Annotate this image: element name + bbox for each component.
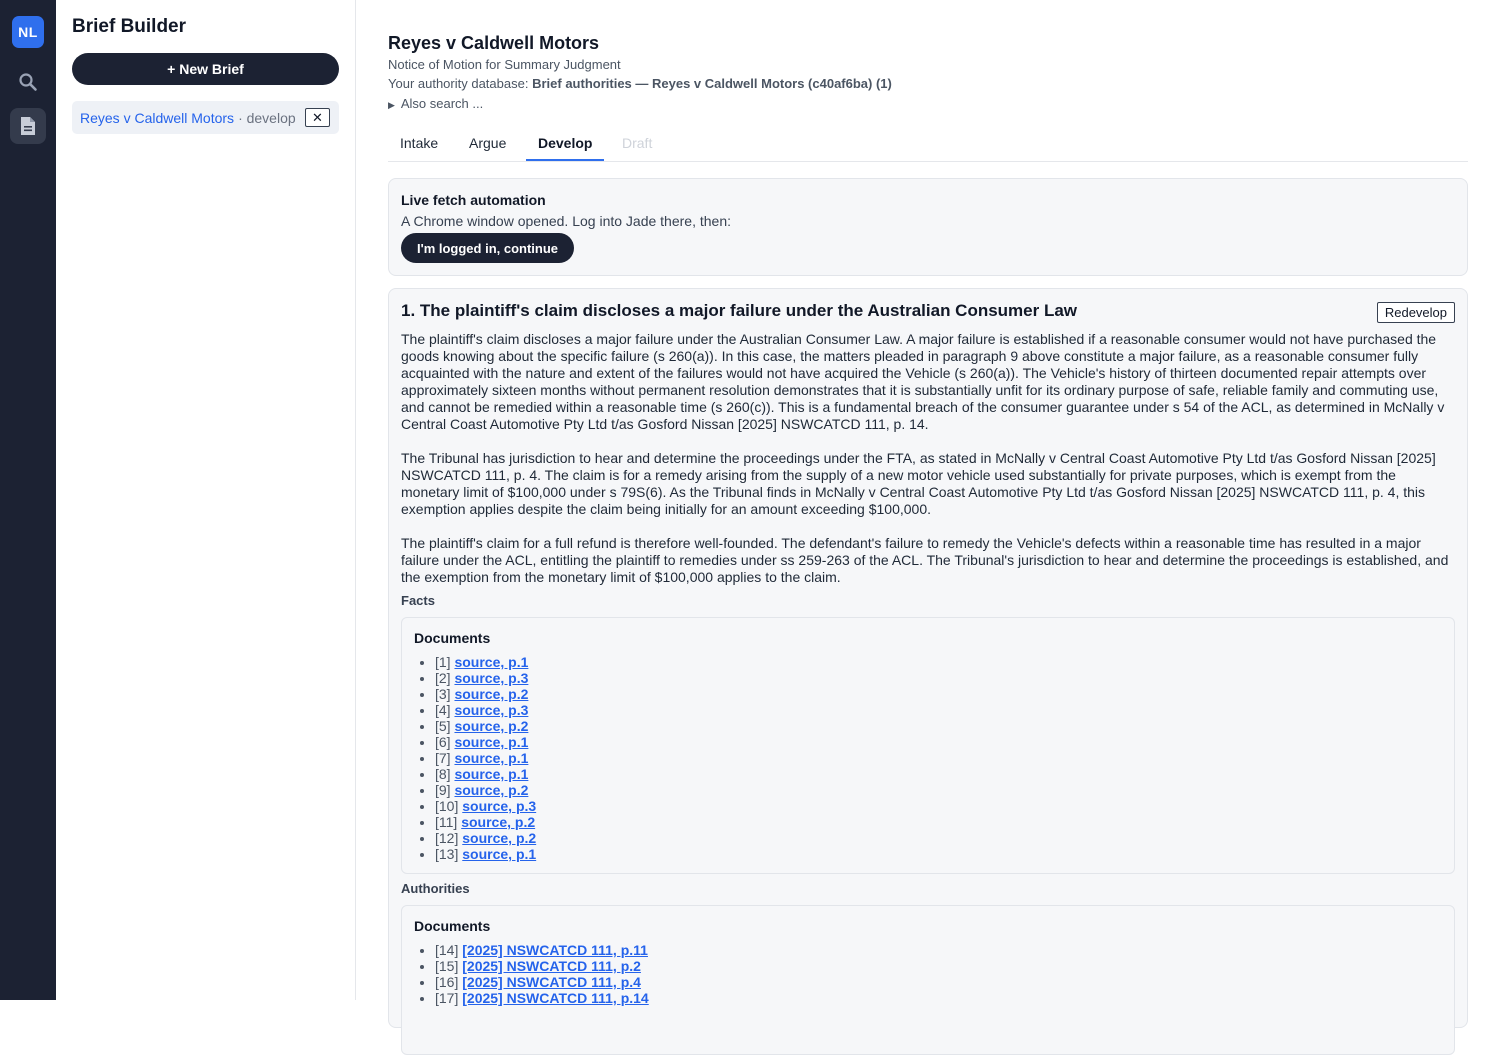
redevelop-button[interactable]: Redevelop — [1377, 302, 1455, 323]
source-link[interactable]: source, p.1 — [454, 734, 529, 750]
brief-name-link[interactable]: Reyes v Caldwell Motors — [80, 109, 235, 126]
authority-document-item — [435, 974, 649, 990]
authority-document-item — [435, 958, 649, 974]
source-link[interactable]: source, p.1 — [454, 750, 529, 766]
source-link[interactable]: [2025] NSWCATCD 111, p.4 — [462, 974, 641, 990]
authority-database — [388, 76, 892, 91]
tab-intake[interactable]: Intake — [400, 135, 439, 151]
citation-number: [15] — [435, 958, 459, 974]
citation-number: [2] — [435, 670, 451, 686]
live-fetch-title: Live fetch automation — [401, 192, 546, 208]
tab-develop[interactable]: Develop — [526, 127, 604, 161]
source-link[interactable]: source, p.2 — [461, 814, 536, 830]
fact-document-item — [435, 814, 536, 830]
page-subtitle: Notice of Motion for Summary Judgment — [388, 57, 621, 72]
search-icon — [18, 72, 38, 92]
source-link[interactable]: source, p.3 — [454, 702, 529, 718]
facts-label: Facts — [401, 593, 435, 608]
sidebar-title: Brief Builder — [72, 16, 187, 37]
authorities-documents-list — [435, 942, 649, 1006]
search-button[interactable] — [10, 64, 46, 100]
fact-document-item — [435, 686, 536, 702]
authority-database-value: Brief authorities — Reyes v Caldwell Motors (c40af6ba) (1) — [532, 76, 892, 91]
live-fetch-text: A Chrome window opened. Log into Jade there, then: — [401, 213, 731, 229]
fact-document-item — [435, 734, 536, 750]
authority-database-label: Your authority database: — [388, 76, 529, 91]
authority-document-item — [435, 942, 649, 958]
citation-number: [17] — [435, 990, 459, 1006]
authorities-documents-title: Documents — [414, 918, 491, 934]
argument-paragraph: The plaintiff's claim discloses a major failure under the Australian Consumer Law. A major failure is established if a reasonable consumer would not have purchased the goods knowing about the specific failure (s 260(a)). In this case, the matters pleaded in paragraph 9 above constitute a major failure, as a reasonable consumer fully acquainted with the nature and extent of the failures would not have acquired the Vehicle (s 260(a)). The Vehicle's history of thirteen documented repair attempts over approximately sixteen months without permanent resolution demonstrates that it is substantially unfit for its ordinary purpose of safe, reliable family and commuting use, and cannot be remedied within a reasonable time (s 260(c)). This is a fundamental breach of the consumer guarantee under s 54 of the ACL, as determined in McNally v Central Coast Automotive Pty Ltd t/as Gosford Nissan [2025] NSWCATCD 111, p. 14. — [401, 331, 1445, 432]
citation-number: [14] — [435, 942, 459, 958]
facts-documents-title: Documents — [414, 630, 491, 646]
also-search-toggle[interactable] — [388, 96, 483, 111]
close-icon[interactable]: ✕ — [305, 108, 330, 127]
source-link[interactable]: [2025] NSWCATCD 111, p.14 — [462, 990, 649, 1006]
citation-number: [13] — [435, 846, 459, 862]
argument-panel — [388, 288, 1468, 1028]
tab-draft: Draft — [622, 135, 653, 151]
argument-title: 1. The plaintiff's claim discloses a major failure under the Australian Consumer Law — [401, 301, 1078, 320]
icon-rail — [0, 0, 56, 1000]
tab-argue[interactable]: Argue — [469, 135, 507, 151]
avatar[interactable]: NL — [12, 16, 44, 48]
citation-number: [1] — [435, 654, 451, 670]
logged-in-continue-button[interactable]: I'm logged in, continue — [401, 233, 574, 263]
authorities-label: Authorities — [401, 881, 470, 896]
page-title: Reyes v Caldwell Motors — [388, 33, 600, 53]
source-link[interactable]: source, p.3 — [462, 798, 537, 814]
fact-document-item — [435, 670, 536, 686]
source-link[interactable]: source, p.1 — [454, 766, 529, 782]
citation-number: [10] — [435, 798, 459, 814]
fact-document-item — [435, 766, 536, 782]
authority-document-item — [435, 990, 649, 1006]
source-link[interactable]: source, p.2 — [454, 782, 529, 798]
citation-number: [9] — [435, 782, 451, 798]
fact-document-item — [435, 782, 536, 798]
citation-number: [5] — [435, 718, 451, 734]
argument-paragraph: The plaintiff's claim for a full refund is therefore well-founded. The defendant's failure to remedy the Vehicle's defects within a reasonable time has resulted in a major failure under the ACL, entitling the plaintiff to remedies under ss 259-263 of the ACL. The Tribunal's jurisdiction to hear and determine the proceedings is established, and the exemption from the monetary limit of $100,000 applies to the claim. — [401, 535, 1449, 585]
live-fetch-panel — [388, 178, 1468, 276]
main-content — [388, 0, 1468, 1006]
source-link[interactable]: source, p.3 — [454, 670, 529, 686]
argument-body — [401, 331, 1457, 586]
authorities-documents-box — [401, 905, 1455, 1055]
citation-number: [8] — [435, 766, 451, 782]
source-link[interactable]: source, p.2 — [462, 830, 537, 846]
source-link[interactable]: source, p.1 — [462, 846, 537, 862]
facts-documents-list — [435, 654, 536, 862]
citation-number: [7] — [435, 750, 451, 766]
facts-documents-box — [401, 617, 1455, 874]
fact-document-item — [435, 798, 536, 814]
source-link[interactable]: [2025] NSWCATCD 111, p.11 — [462, 942, 648, 958]
sidebar — [56, 0, 356, 1000]
new-brief-button[interactable]: + New Brief — [72, 53, 339, 85]
fact-document-item — [435, 718, 536, 734]
source-link[interactable]: source, p.1 — [454, 654, 529, 670]
fact-document-item — [435, 830, 536, 846]
brief-stage: · develop — [238, 109, 296, 126]
citation-number: [11] — [435, 814, 458, 830]
triangle-right-icon: ▶ — [388, 100, 395, 110]
fact-document-item — [435, 654, 536, 670]
tab-bar — [388, 127, 1468, 162]
citation-number: [16] — [435, 974, 459, 990]
source-link[interactable]: source, p.2 — [454, 686, 529, 702]
citation-number: [12] — [435, 830, 459, 846]
fact-document-item — [435, 750, 536, 766]
fact-document-item — [435, 702, 536, 718]
also-search-label: Also search ... — [400, 96, 484, 111]
source-link[interactable]: [2025] NSWCATCD 111, p.2 — [462, 958, 641, 974]
sidebar-brief-item[interactable] — [72, 101, 339, 134]
citation-number: [6] — [435, 734, 451, 750]
documents-button[interactable] — [10, 108, 46, 144]
citation-number: [4] — [435, 702, 451, 718]
argument-paragraph: The Tribunal has jurisdiction to hear and determine the proceedings under the FTA, as stated in McNally v Central Coast Automotive Pty Ltd t/as Gosford Nissan [2025] NSWCATCD 111, p. 4. The claim is for a remedy arising from the supply of a new motor vehicle used substantially for private purposes, which is exempt from the monetary limit of $100,000 under s 79S(6). As the Tribunal finds in McNally v Central Coast Automotive Pty Ltd t/as Gosford Nissan [2025] NSWCATCD 111, p. 4, this exemption applies despite the claim being initially for an amount exceeding $100,000. — [401, 450, 1436, 517]
citation-number: [3] — [435, 686, 451, 702]
source-link[interactable]: source, p.2 — [454, 718, 529, 734]
document-icon — [19, 116, 37, 136]
fact-document-item — [435, 846, 536, 862]
